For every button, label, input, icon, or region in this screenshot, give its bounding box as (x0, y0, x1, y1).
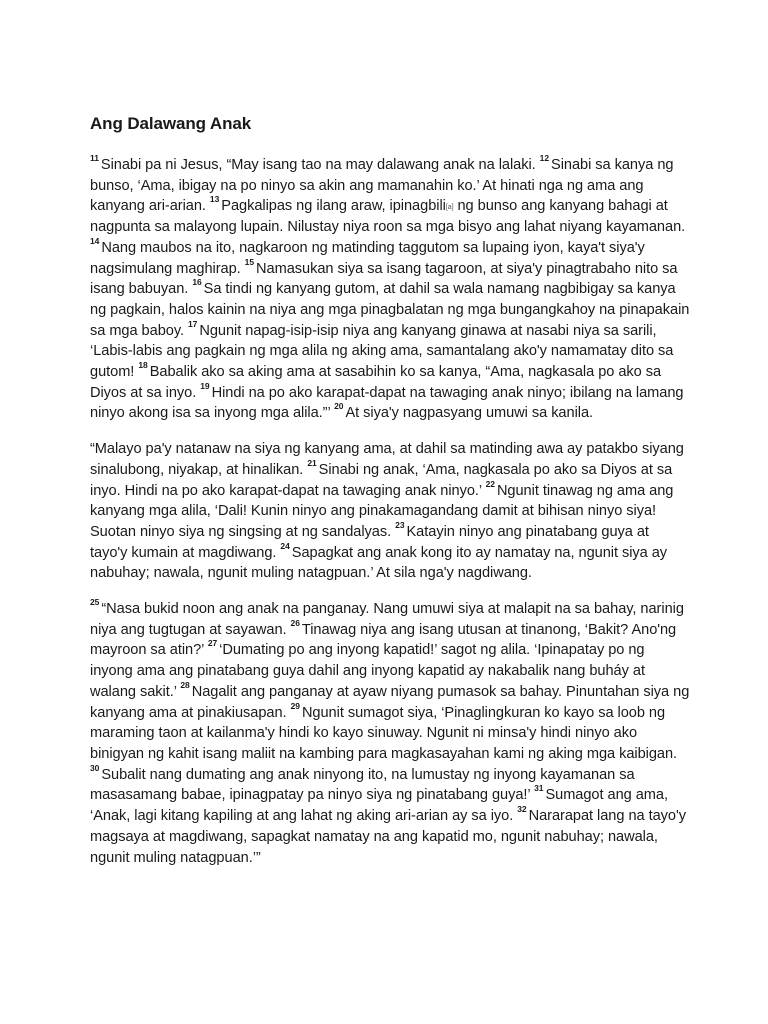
verse-number: 13 (209, 194, 220, 205)
verse-number: 16 (192, 277, 202, 288)
verse-number: 18 (138, 360, 148, 371)
verse-number: 11 (90, 153, 99, 163)
verse-text: Sapagkat ang anak kong ito ay namatay na, ngunit siya ay nabuhay; nawala, ngunit muling natagpuan.’ At sila nga'y nagdiwang. (90, 544, 668, 582)
verse-text: Sa tindi ng kanyang gutom, at dahil sa wala namang nagbibigay sa kanya ng pagkain, halos kainin na niya ang mga pinagbalatan ng mga bungangkahoy na pinapakain sa mga baboy. (90, 281, 690, 339)
verse-number: 15 (244, 256, 255, 267)
verse-text: Katayin ninyo ang pinatabang guya at tayo'y kumain at magdiwang. (90, 523, 649, 561)
verse-number: 17 (188, 318, 198, 329)
verse-text: Sinabi pa ni Jesus, “May isang tao na may dalawang anak na lalaki. (100, 157, 540, 173)
verse-number: 23 (395, 519, 405, 530)
verse-text: Pagkalipas ng ilang araw, ipinagbili (221, 198, 446, 215)
verse-text: Sinabi sa kanya ng bunso, ‘Ama, ibigay na po ninyo sa akin ang mamanahin ko.’ At hinati nga ng ama ang kanyang ari-arian. (90, 157, 674, 215)
paragraph (90, 155, 690, 424)
verse-number: 30 (90, 762, 100, 773)
verse-text: Sinabi ng anak, ‘Ama, nagkasala po ako sa Diyos at sa inyo. Hindi na po ako karapat-dapat na tawaging anak ninyo.’ (90, 461, 673, 499)
paragraph (90, 599, 690, 868)
verse-number: 25 (90, 597, 100, 608)
verse-text: At siya'y nagpasyang umuwi sa kanila. (345, 405, 594, 422)
verse-text: Tinawag niya ang isang utusan at tinanong, ‘Bakit? Ano'ng mayroon sa atin?’ (90, 621, 677, 659)
verse-text: ‘Dumating po ang inyong kapatid!’ sagot ng alila. ‘Ipinapatay po ng inyong ama ang pinatabang guya dahil ang inyong kapatid ay nakabalik nang buháy at walang sakit.’ (90, 642, 645, 700)
verse-text: Nararapat lang na tayo'y magsaya at magdiwang, sapagkat namatay na ang kapatid mo, ngunit nabuhay; nawala, ngunit muling natagpuan.’” (90, 808, 686, 866)
verse-number: 24 (280, 540, 290, 551)
verse-text: Hindi na po ako karapat-dapat na tawaging anak ninyo; ibilang na lamang ninyo akong isa sa inyong mga alila.”’ (90, 384, 684, 422)
verse-number: 29 (290, 700, 300, 711)
verse-number: 31 (534, 783, 544, 794)
verse-number: 14 (90, 235, 100, 246)
verse-number: 22 (485, 478, 495, 489)
footnote-marker[interactable]: [a] (445, 204, 454, 212)
verse-text: Namasukan siya sa isang tagaroon, at siya'y pinagtrabaho nito sa isang babuyan. (90, 260, 678, 298)
verse-text: “Nasa bukid noon ang anak na panganay. Nang umuwi siya at malapit na sa bahay, narinig niya ang tugtugan at sayawan. (90, 601, 684, 638)
document-page (90, 112, 690, 883)
verse-text: Subalit nang dumating ang anak ninyong ito, na lumustay ng inyong kayamanan sa masasamang babae, ipinagpatay pa ninyo siya ng pinatabang guya!’ (90, 766, 635, 804)
verse-number: 21 (307, 457, 317, 468)
verse-text: Nagalit ang panganay at ayaw niyang pumasok sa bahay. Pinuntahan siya ng kanyang ama at pinakiusapan. (90, 683, 690, 721)
verse-number: 27 (207, 638, 218, 649)
verse-text: Ngunit sumagot siya, ‘Pinaglingkuran ko kayo sa loob ng maraming taon at kailanma'y hindi ko kayo sinuway. Ngunit ni minsa'y hindi ninyo ako binigyan ng kahit isang maliit na kambing para magkasayahan kami ng aking mga kaibigan. (90, 704, 678, 762)
verse-number: 28 (180, 679, 190, 690)
verse-text: Ngunit napag-isip-isip niya ang kanyang ginawa at nasabi niya sa sarili, ‘Labis-labis ang pagkain ng mga alila ng aking ama, samantalang ako'y namamatay dito sa gutom! (90, 322, 674, 381)
verse-number: 12 (539, 153, 550, 163)
document-title: Ang Dalawang Anak (90, 114, 252, 133)
verse-text: ng bunso ang kanyang bahagi at nagpunta sa malayong lupain. Nilustay niya roon sa mga bisyo ang lahat niyang kayamanan. (90, 198, 686, 236)
verse-number: 32 (517, 804, 527, 815)
verse-number: 19 (200, 380, 210, 391)
verse-text: Sumagot ang ama, ‘Anak, lagi kitang kapiling at ang lahat ng aking ari-arian ay sa iyo. (90, 787, 668, 825)
verse-text: Nang maubos na ito, nagkaroon ng matinding taggutom sa lupaing iyon, kaya't siya'y nagsimulang maghirap. (90, 239, 645, 277)
verse-number: 26 (290, 617, 300, 628)
verse-text: Babalik ako sa aking ama at sasabihin ko sa kanya, “Ama, nagkasala po ako sa Diyos at sa inyo. (90, 364, 662, 401)
verse-text: “Malayo pa'y natanaw na siya ng kanyang ama, at dahil sa matinding awa ay patakbo siyang sinalubong, niyakap, at hinalikan. (90, 441, 684, 478)
verse-number: 20 (334, 401, 344, 412)
document-body (90, 155, 690, 868)
paragraph (90, 439, 690, 584)
verse-text: Ngunit tinawag ng ama ang kanyang mga alila, ‘Dali! Kunin ninyo ang pinakamagandang damit at bihisan ninyo siya! Suotan ninyo siya ng singsing at ng sandalyas. (90, 482, 674, 540)
